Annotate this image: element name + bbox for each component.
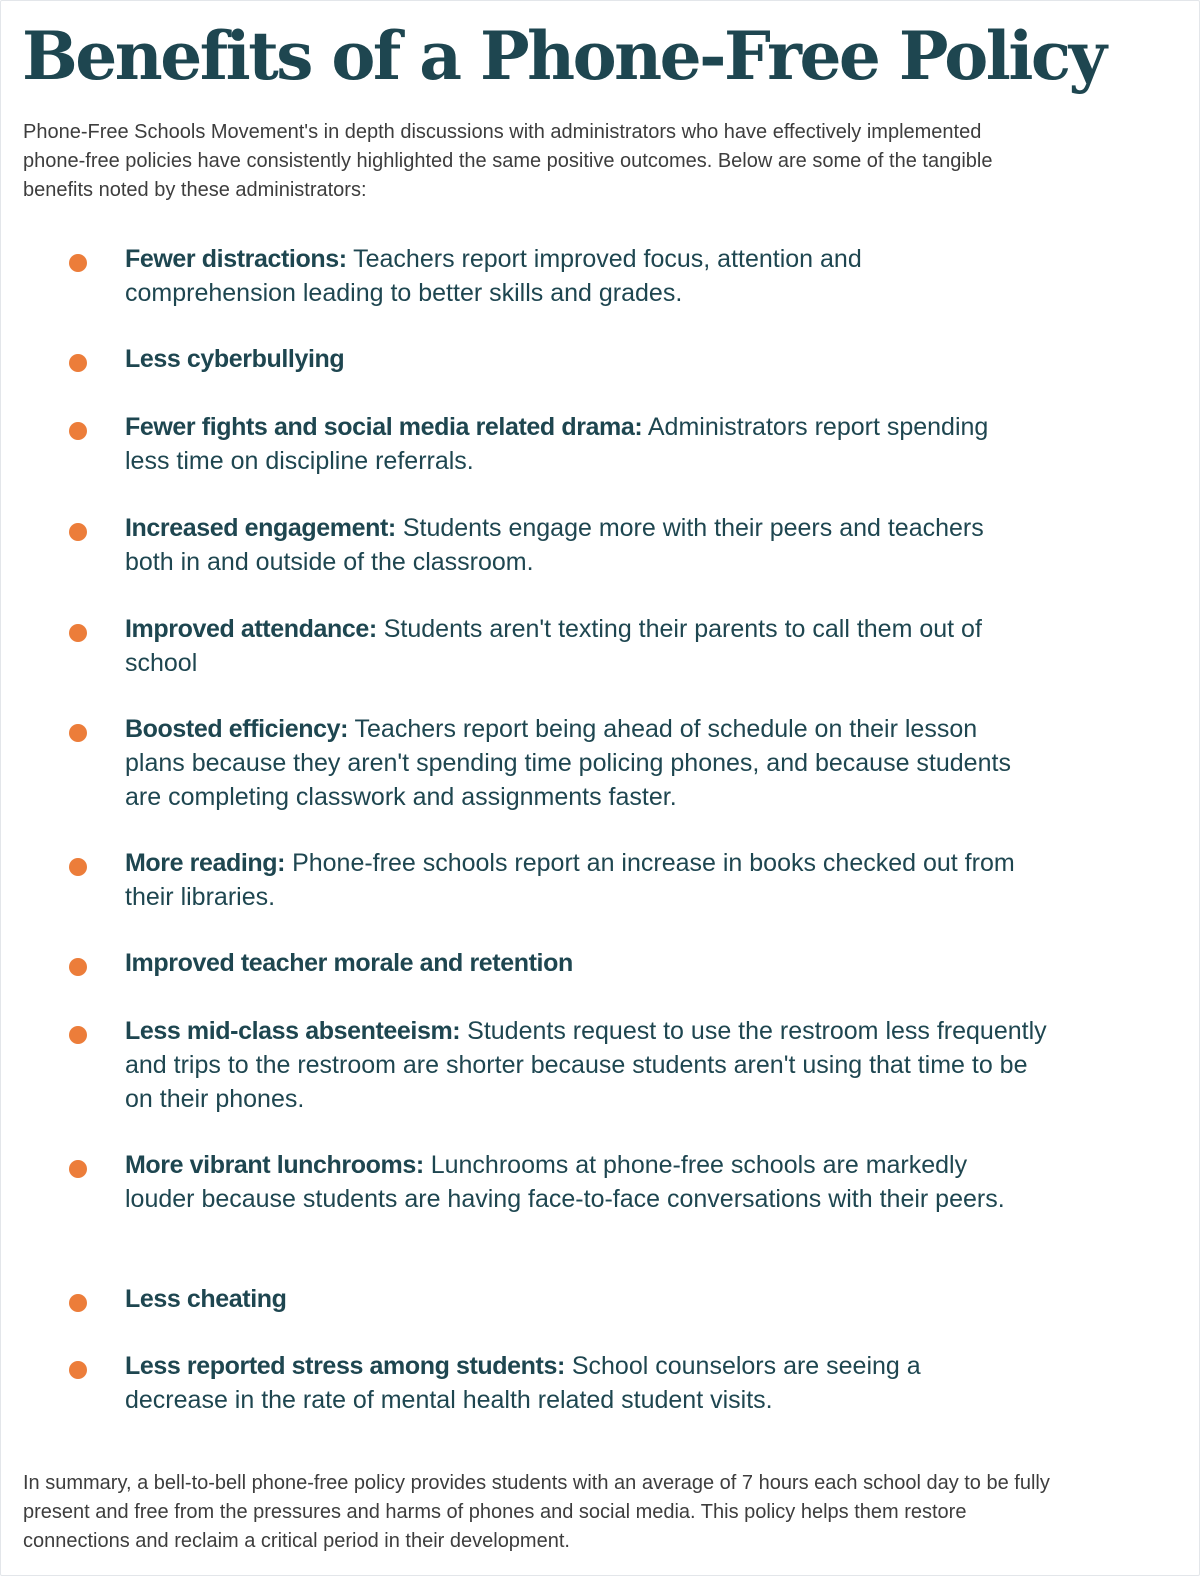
benefit-detail: Administrators report spending less time on discipline referrals.: [125, 413, 989, 475]
benefit-title: Fewer distractions:: [125, 245, 347, 273]
bullet-icon: [69, 422, 87, 440]
benefit-title: Improved teacher morale and retention: [125, 949, 573, 977]
bullet-icon: [69, 1026, 87, 1044]
benefit-title: Improved attendance:: [125, 615, 377, 643]
bullet-icon: [69, 624, 87, 642]
bullet-icon: [69, 1294, 87, 1312]
bullet-icon: [69, 958, 87, 976]
page-title: Benefits of a Phone-Free Policy: [22, 17, 1105, 95]
benefit-detail: Teachers report being ahead of schedule on their lesson plans because they aren't spending time policing phones, and because students are completing classwork and assignments faster.: [125, 715, 1011, 811]
summary-paragraph: In summary, a bell-to-bell phone-free policy provides students with an average of 7 hours each school day to be fully present and free from the pressures and harms of phones and social media. This policy helps them restore connections and reclaim a critical period in their development.: [23, 1472, 1050, 1552]
benefit-title: Boosted efficiency:: [125, 715, 349, 743]
bullet-icon: [69, 724, 87, 742]
benefit-title: Less reported stress among students:: [125, 1352, 565, 1380]
benefit-title: Less cheating: [125, 1285, 287, 1313]
benefit-title: Fewer fights and social media related drama:: [125, 413, 643, 441]
benefit-detail: Phone-free schools report an increase in books checked out from their libraries.: [125, 849, 1015, 911]
bullet-icon: [69, 354, 87, 372]
benefit-title: More vibrant lunchrooms:: [125, 1151, 424, 1179]
bullet-icon: [69, 1361, 87, 1379]
bullet-icon: [69, 523, 87, 541]
benefit-title: Increased engagement:: [125, 514, 396, 542]
benefit-detail: Students engage more with their peers and teachers both in and outside of the classroom.: [125, 514, 984, 576]
bullet-icon: [69, 1160, 87, 1178]
benefit-detail: Students aren't texting their parents to call them out of school: [125, 615, 982, 677]
benefit-detail: Teachers report improved focus, attention and comprehension leading to better skills and grades.: [125, 245, 862, 307]
benefit-detail: School counselors are seeing a decrease in the rate of mental health related student visits.: [125, 1352, 921, 1414]
bullet-icon: [69, 254, 87, 272]
benefit-title: More reading:: [125, 849, 286, 877]
benefit-detail: Students request to use the restroom less frequently and trips to the restroom are shorter because students aren't using that time to be on their phones.: [125, 1017, 1047, 1113]
benefit-detail: Lunchrooms at phone-free schools are markedly louder because students are having face-to-face conversations with their peers.: [125, 1151, 1005, 1213]
bullet-icon: [69, 858, 87, 876]
benefit-title: Less mid-class absenteeism:: [125, 1017, 461, 1045]
benefit-title: Less cyberbullying: [125, 345, 345, 373]
intro-paragraph: Phone-Free Schools Movement's in depth discussions with administrators who have effectively implemented phone-free policies have consistently highlighted the same positive outcomes. Below are some of the tangible benefits noted by these administrators:: [23, 121, 993, 201]
